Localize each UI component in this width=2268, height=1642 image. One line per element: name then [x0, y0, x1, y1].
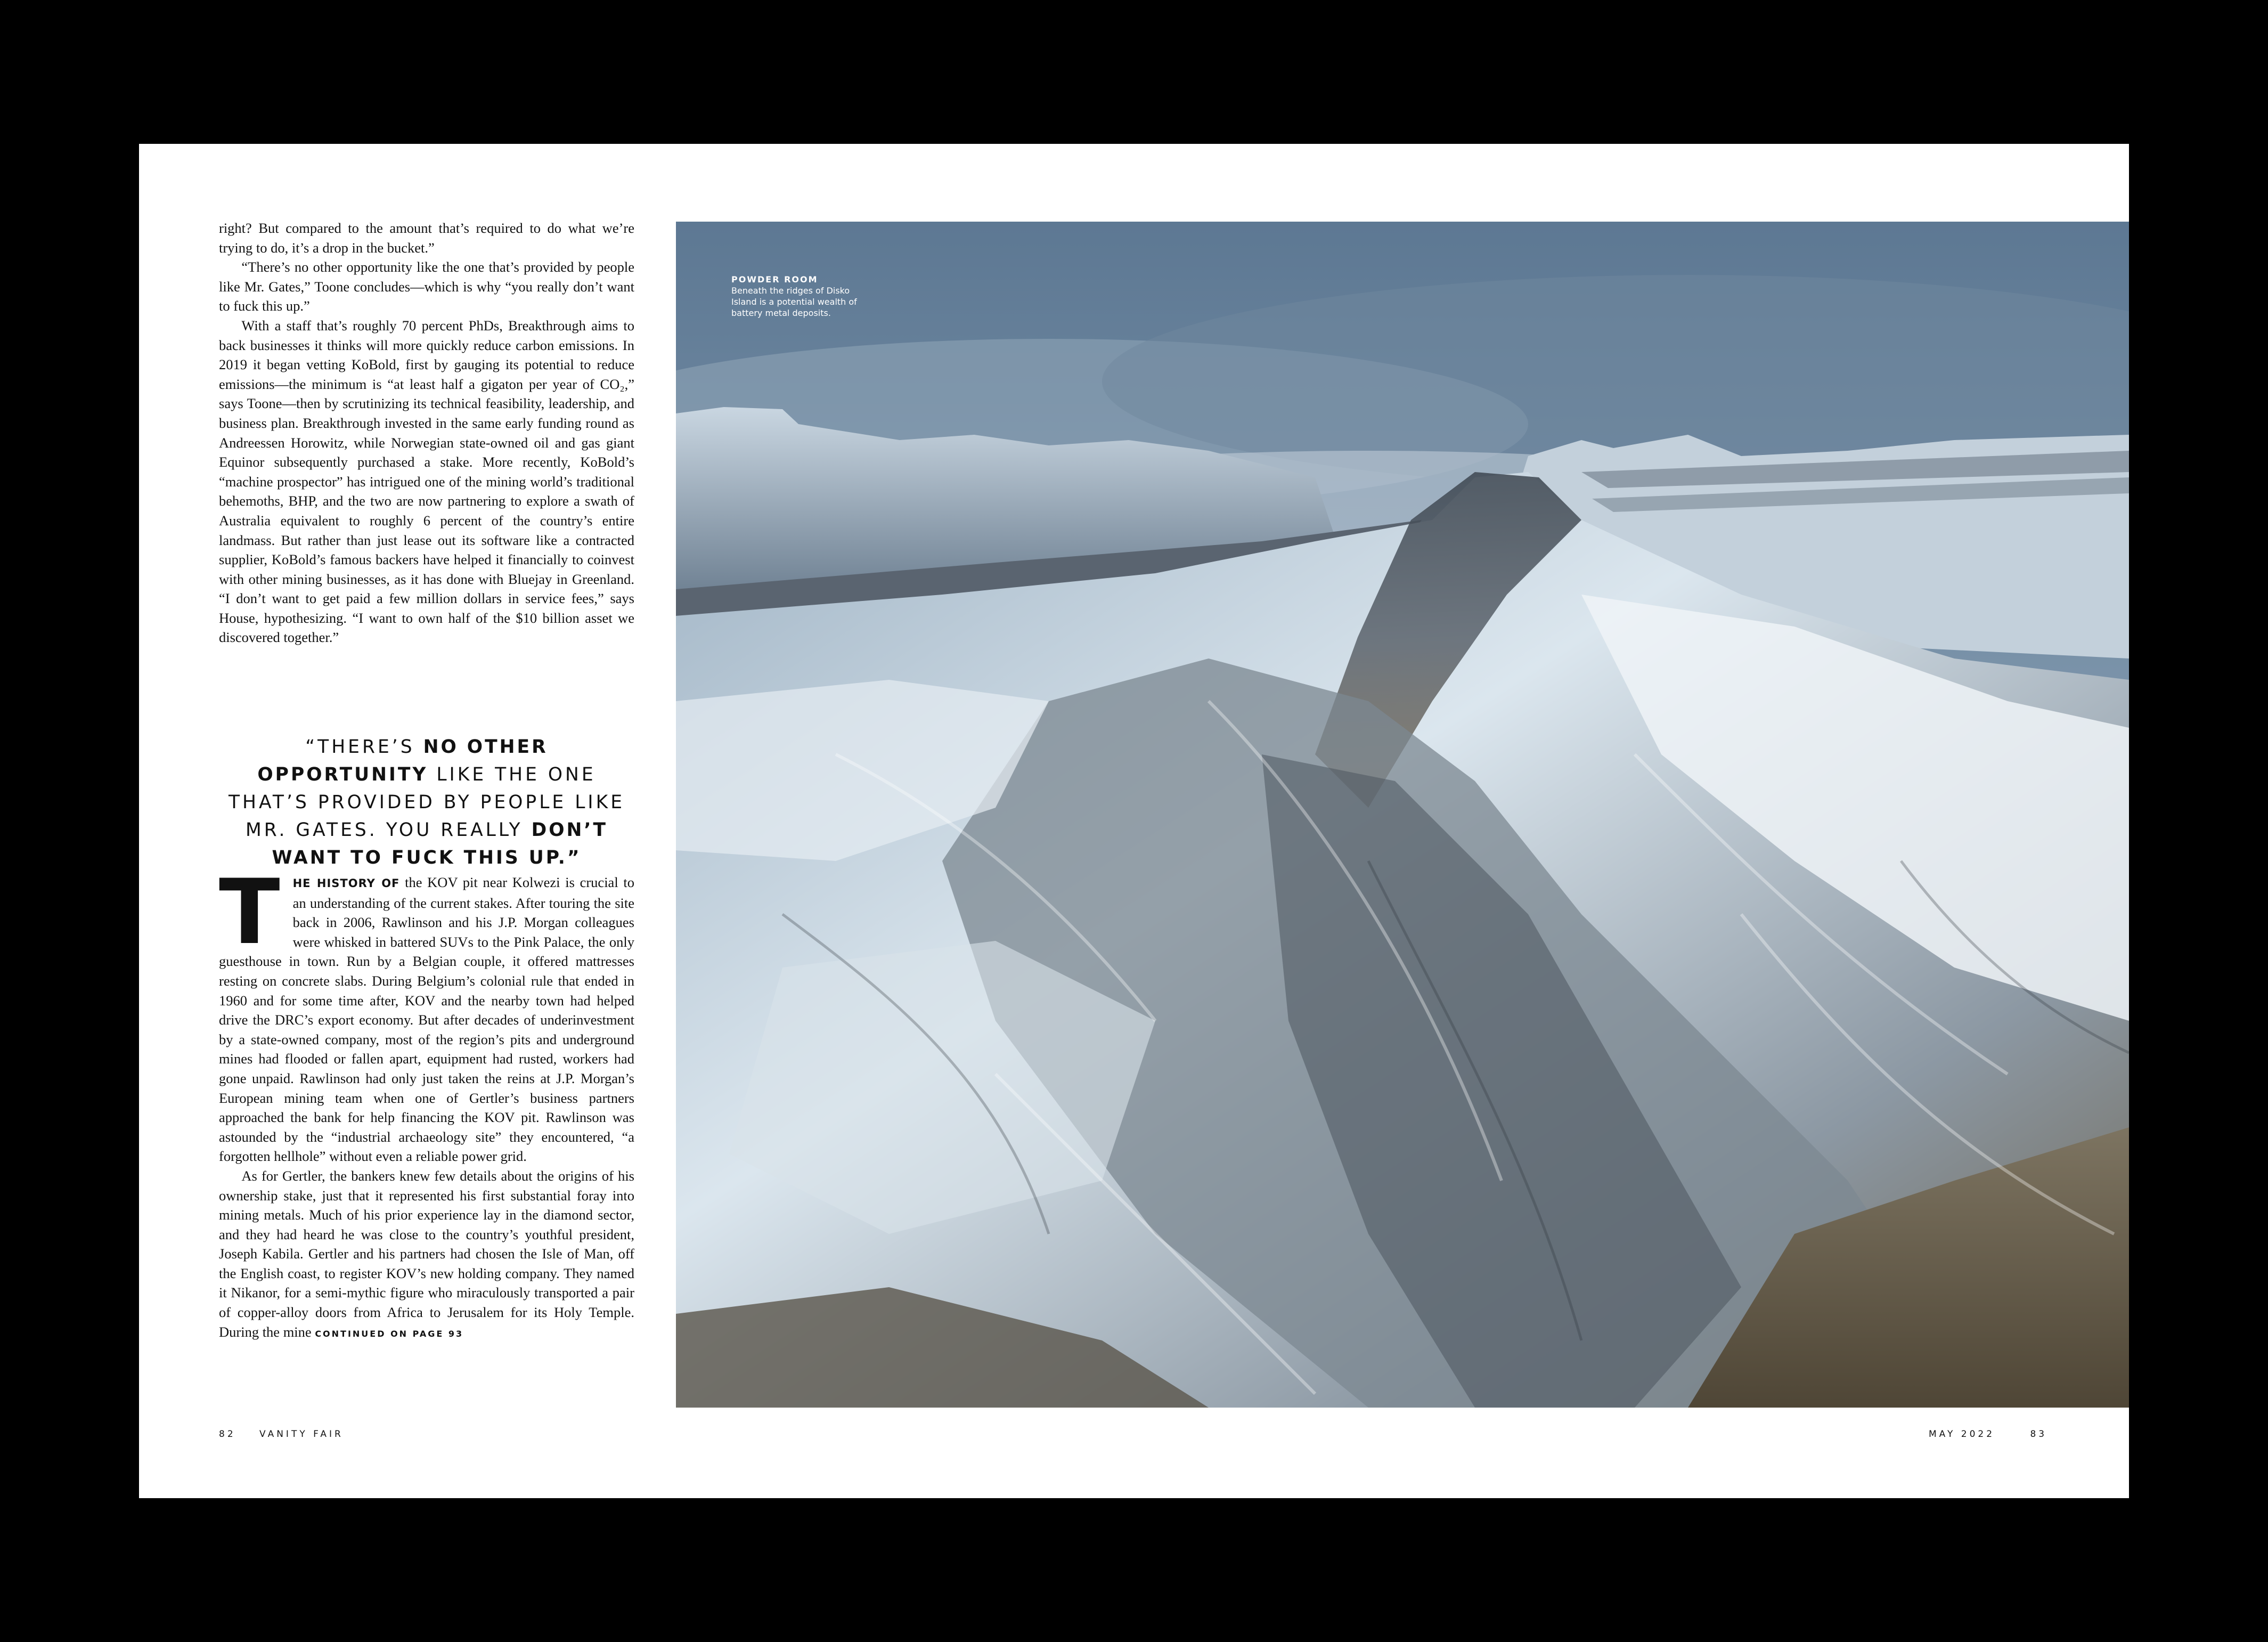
drop-cap: T	[219, 860, 280, 964]
page-number: 82	[219, 1429, 236, 1440]
page-number: 83	[2030, 1429, 2047, 1440]
left-folio	[219, 1429, 344, 1440]
paragraph: With a staff that’s roughly 70 percent PhDs, Breakthrough aims to back businesses it thinks will more quickly reduce carbon emissions. In 2019 it began vetting KoBold, first by gauging its potential to reduce emissions—the minimum is “at least half a gigaton per year of CO₂,” says Toone—then by scrutinizing its technical feasibility, leadership, and business plan. Breakthrough invested in the same early funding round as Andreessen Horowitz, while Norwegian state-owned oil and gas giant Equinor subsequently purchased a stake. More recently, KoBold’s “machine prospector” has intrigued one of the mining world’s traditional behemoths, BHP, and the two are now partnering to explore a swath of Australia equivalent to roughly 6 percent of the country’s entire landmass. But rather than just lease out its software like a contracted supplier, KoBold’s famous backers have helped it financially to coinvest with other mining businesses, as it has done with Bluejay in Greenland. “I don’t want to get paid a few million dollars in service fees,” says House, hypothesizing. “I want to own half of the $10 billion asset we discovered together.”	[219, 317, 634, 646]
caption-text: Beneath the ridges of Disko Island is a potential wealth of battery metal deposits.	[731, 286, 857, 318]
right-folio	[1929, 1429, 2047, 1440]
continued-jump: CONTINUED ON PAGE 93	[315, 1328, 464, 1339]
article-column-top	[219, 218, 634, 647]
article-column-bottom	[219, 860, 634, 1344]
caption-title: POWDER ROOM	[731, 274, 818, 284]
magazine-title: VANITY FAIR	[259, 1429, 344, 1440]
pull-quote: “THERE’S NO OTHER OPPORTUNITY LIKE THE ONE THAT’S PROVIDED BY PEOPLE LIKE MR. GATES. YOU REALLY DON’T WANT TO FUCK THIS UP.”	[228, 736, 625, 868]
paragraph: right? But compared to the amount that’s required to do what we’re trying to do, it’s a drop in the bucket.”	[219, 220, 634, 256]
issue-date: MAY 2022	[1929, 1429, 1995, 1440]
landscape-photo	[676, 222, 2129, 1408]
magazine-spread	[139, 144, 2129, 1498]
photo-caption	[731, 274, 875, 319]
paragraph: “There’s no other opportunity like the one that’s provided by people like Mr. Gates,” Toone concludes—which is why “you really don’t want to fuck this up.”	[219, 259, 634, 314]
paragraph: T HE HISTORY OF the KOV pit near Kolwezi is crucial to an understanding of the current stakes. After touring the site back in 2006, Rawlinson and his J.P. Morgan colleagues were whisked in battered SUVs to the Pink Palace, the only guesthouse in town. Run by a Belgian couple, it offered mattresses resting on concrete slabs. During Belgium’s colonial rule that ended in 1960 and for some time after, KOV and the nearby town had helped drive the DRC’s export economy. But after decades of underinvestment by a state-owned company, most of the region’s pits and underground mines had flooded or fallen apart, equipment had rusted, workers had gone unpaid. Rawlinson had only just taken the reins at J.P. Morgan’s European mining team when one of Gertler’s business partners approached the bank for help financing the KOV pit. Rawlinson was astounded by the “industrial archaeology site” they encountered, “a forgotten hellhole” without even a reliable power grid.	[219, 860, 634, 1165]
snowy-mountain-image	[676, 222, 2129, 1408]
paragraph: As for Gertler, the bankers knew few details about the origins of his ownership stake, just that it represented his first substantial foray into mining metals. Much of his prior experience lay in the diamond sector, and they had heard he was close to the country’s youthful president, Joseph Kabila. Gertler and his partners had chosen the Isle of Man, off the English coast, to register KOV’s new holding company. They named it Nikanor, for a semi-mythic figure who miraculously transported a pair of copper-alloy doors from Africa to Jerusalem for its Holy Temple. During the mine CONTINUED ON PAGE 93	[219, 1167, 634, 1340]
lead-in: HE HISTORY OF	[292, 877, 400, 890]
